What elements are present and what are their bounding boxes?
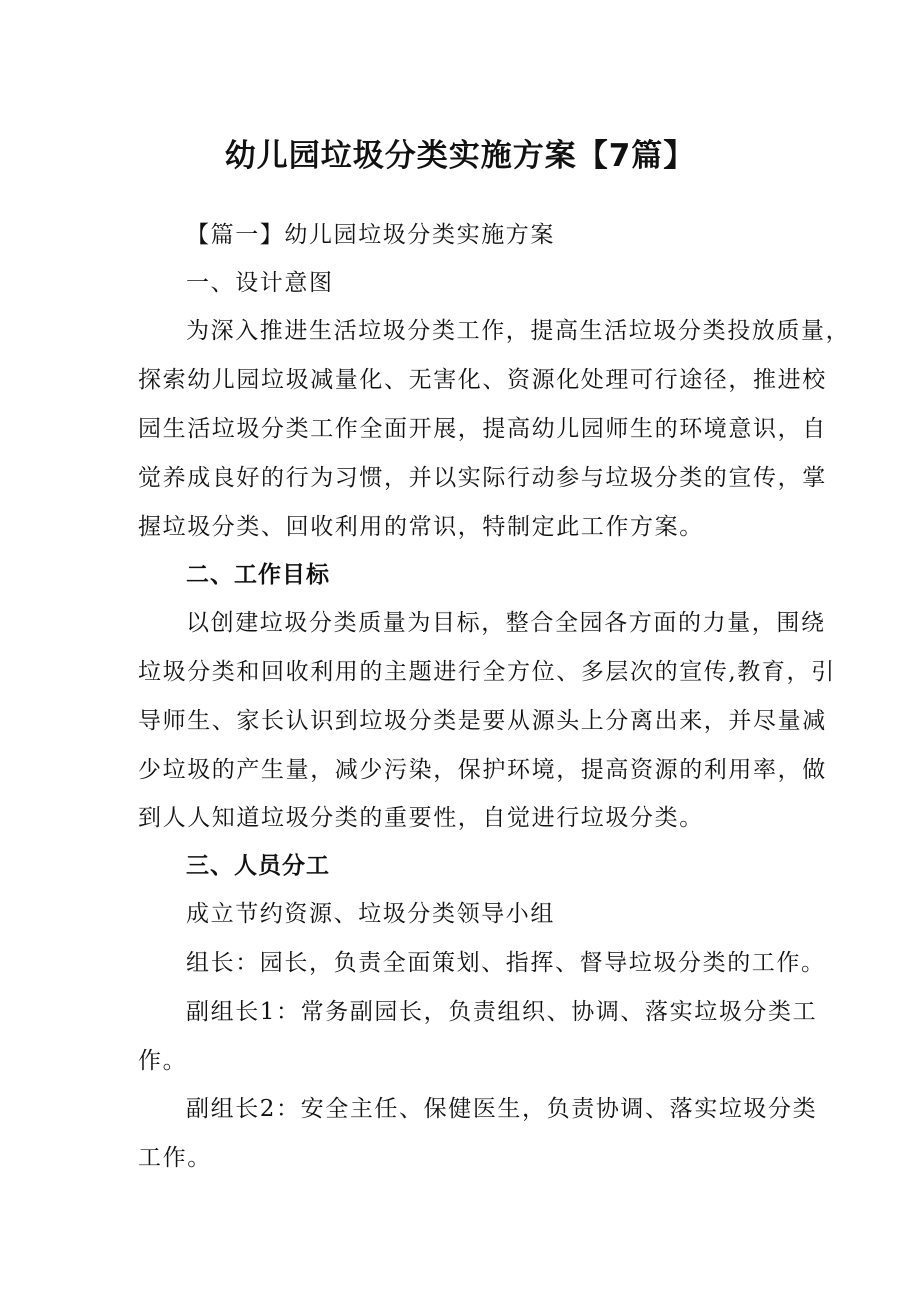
paragraph-line: 垃圾分类和回收利用的主题进行全方位、多层次的宣传,教育，引 <box>138 659 836 685</box>
paragraph-line: 组长：园长，负责全面策划、指挥、督导垃圾分类的工作。 <box>186 950 826 976</box>
heading-work-goals: 二、工作目标 <box>186 562 330 588</box>
heading-design-intent: 一、设计意图 <box>186 270 334 296</box>
section-title: 【篇一】幼儿园垃圾分类实施方案 <box>186 222 555 248</box>
paragraph-line: 副组长1：常务副园长，负责组织、协调、落实垃圾分类工 <box>186 999 818 1025</box>
paragraph-line: 觉养成良好的行为习惯，并以实际行动参与垃圾分类的宣传，掌 <box>138 465 827 491</box>
paragraph-line: 以创建垃圾分类质量为目标，整合全园各方面的力量，围绕 <box>186 610 826 636</box>
paragraph-line: 握垃圾分类、回收利用的常识，特制定此工作方案。 <box>138 514 704 540</box>
paragraph-line: 作。 <box>138 1048 188 1074</box>
paragraph-line: 成立节约资源、垃圾分类领导小组 <box>186 901 555 927</box>
paragraph-line: 到人人知道垃圾分类的重要性，自觉进行垃圾分类。 <box>138 805 704 831</box>
paragraph-line: 探索幼儿园垃圾减量化、无害化、资源化处理可行途径，推进校 <box>138 367 827 393</box>
document-title: 幼儿园垃圾分类实施方案【7篇】 <box>224 138 696 174</box>
paragraph-line: 工作。 <box>138 1145 212 1171</box>
paragraph-line: 少垃圾的产生量，减少污染，保护环境，提高资源的利用率，做 <box>138 757 827 783</box>
paragraph-line: 为深入推进生活垃圾分类工作，提高生活垃圾分类投放质量， <box>186 318 851 344</box>
paragraph-line: 副组长2：安全主任、保健医生，负责协调、落实垃圾分类 <box>186 1096 818 1122</box>
paragraph-line: 导师生、家长认识到垃圾分类是要从源头上分离出来，并尽量减 <box>138 708 827 734</box>
heading-staff-division: 三、人员分工 <box>186 853 330 879</box>
paragraph-line: 园生活垃圾分类工作全面开展，提高幼儿园师生的环境意识，自 <box>138 416 827 442</box>
